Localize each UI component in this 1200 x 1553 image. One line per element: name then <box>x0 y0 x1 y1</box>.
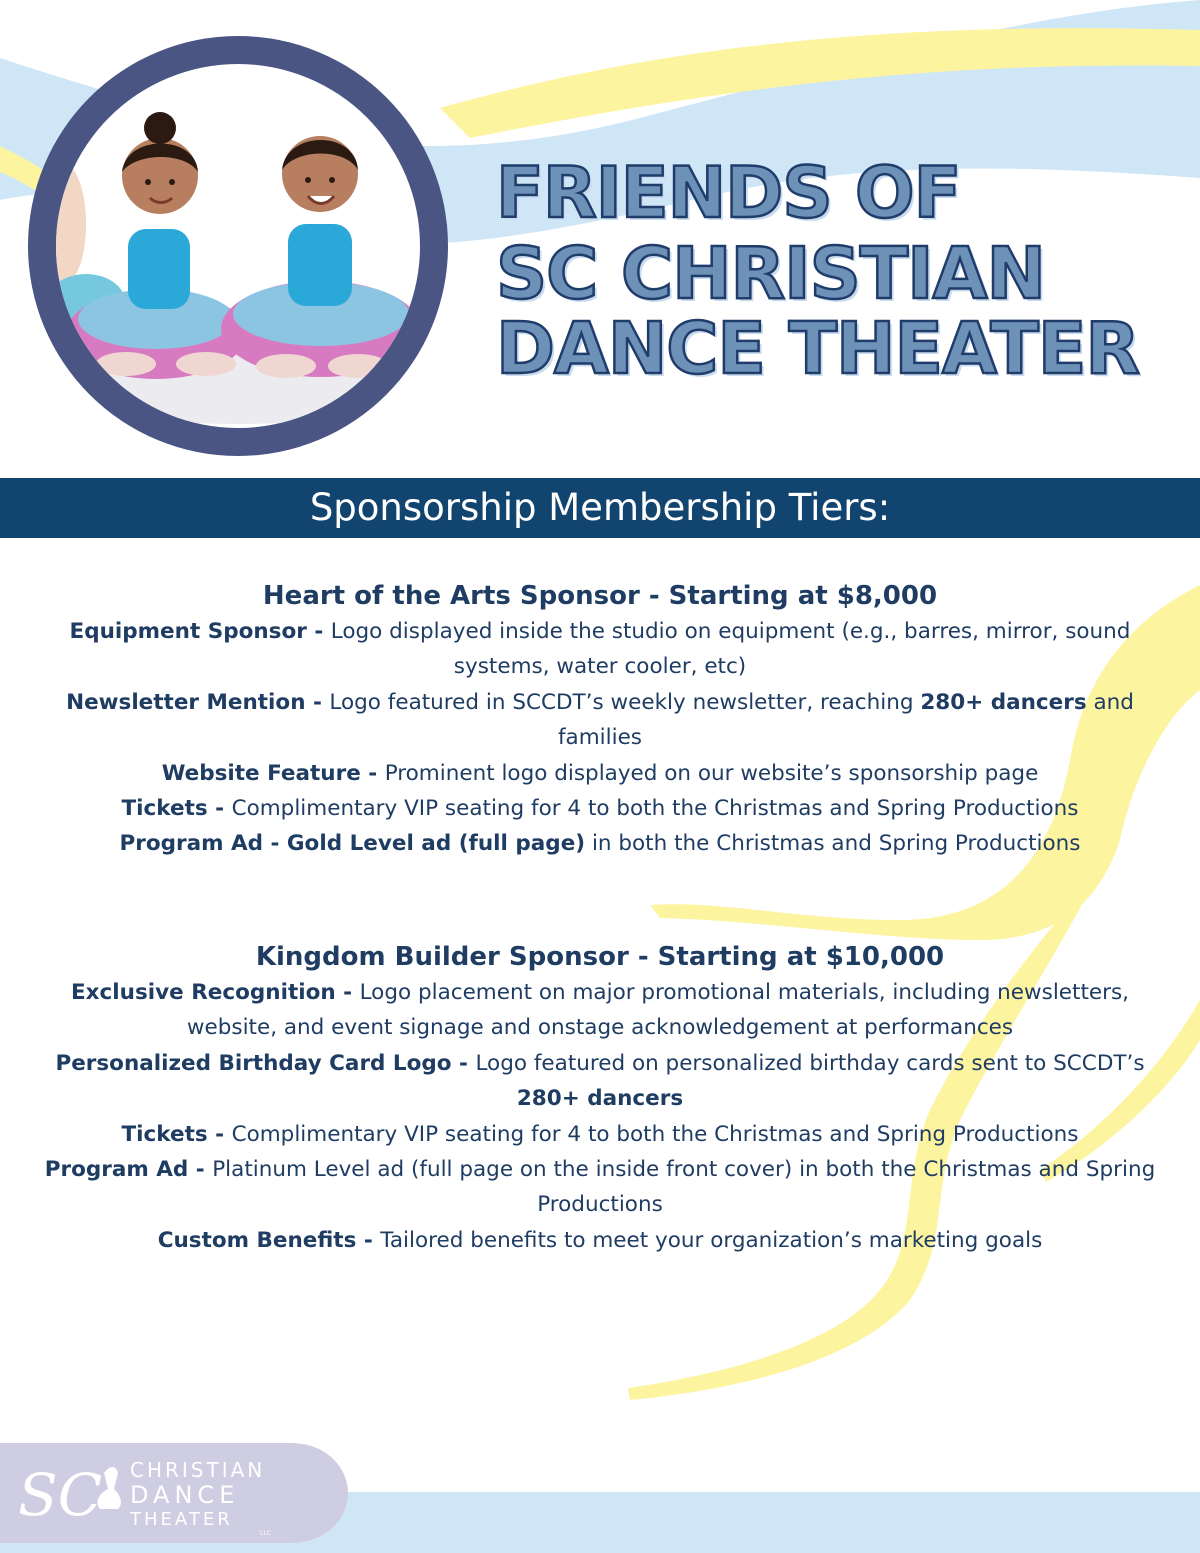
benefit-program-ad: Program Ad - Platinum Level ad (full page on the inside front cover) in both the Christmas and Spring Productions <box>44 1157 1156 1218</box>
title-line-1: FRIENDS OF <box>496 152 961 234</box>
logo-mark: SC <box>18 1461 103 1529</box>
benefit-tickets: Tickets - Complimentary VIP seating for 4 to both the Christmas and Spring Productions <box>121 1121 1079 1147</box>
title-line-3: DANCE THEATER <box>496 307 1140 390</box>
tier-kingdom-builder <box>30 939 1170 1258</box>
benefit-newsletter-mention: Newsletter Mention - Logo featured in SCCDT’s weekly newsletter, reaching 280+ dancers and families <box>66 689 1134 751</box>
tier-heading: Heart of the Arts Sponsor - Starting at $8,000 <box>262 581 938 611</box>
logo-line-3: THEATER <box>130 1509 233 1530</box>
sccdt-logo <box>0 1443 348 1543</box>
dancers-illustration <box>56 64 420 428</box>
benefit-website-feature: Website Feature - Prominent logo displayed on our website’s sponsorship page <box>161 760 1039 786</box>
logo-suffix: LLC <box>260 1530 271 1537</box>
tier-heading: Kingdom Builder Sponsor - Starting at $10,000 <box>255 942 945 972</box>
benefit-tickets: Tickets - Complimentary VIP seating for 4 to both the Christmas and Spring Productions <box>121 796 1079 822</box>
logo-line-2: DANCE <box>130 1481 240 1509</box>
benefit-program-ad: Program Ad - Gold Level ad (full page) in both the Christmas and Spring Productions <box>119 831 1081 857</box>
benefit-exclusive-recognition: Exclusive Recognition - Logo placement on major promotional materials, including newsletters, website, and event signage and onstage acknowledgement at performances <box>71 980 1129 1041</box>
title-line-2: SC CHRISTIAN <box>496 232 1045 315</box>
page-title <box>496 152 1186 390</box>
benefit-custom-benefits: Custom Benefits - Tailored benefits to meet your organization’s marketing goals <box>157 1227 1043 1253</box>
tier-heart-of-the-arts <box>30 578 1170 862</box>
benefit-equipment-sponsor: Equipment Sponsor - Logo displayed inside the studio on equipment (e.g., barres, mirror, sound systems, water cooler, etc) <box>69 619 1131 680</box>
section-banner: Sponsorship Membership Tiers: <box>0 478 1200 538</box>
dancers-photo <box>56 64 420 428</box>
benefit-birthday-card-logo: Personalized Birthday Card Logo - Logo featured on personalized birthday cards sent to SCCDT’s 280+ dancers <box>55 1050 1145 1112</box>
logo-line-1: CHRISTIAN <box>130 1458 266 1482</box>
dancers-photo-frame <box>28 36 448 456</box>
